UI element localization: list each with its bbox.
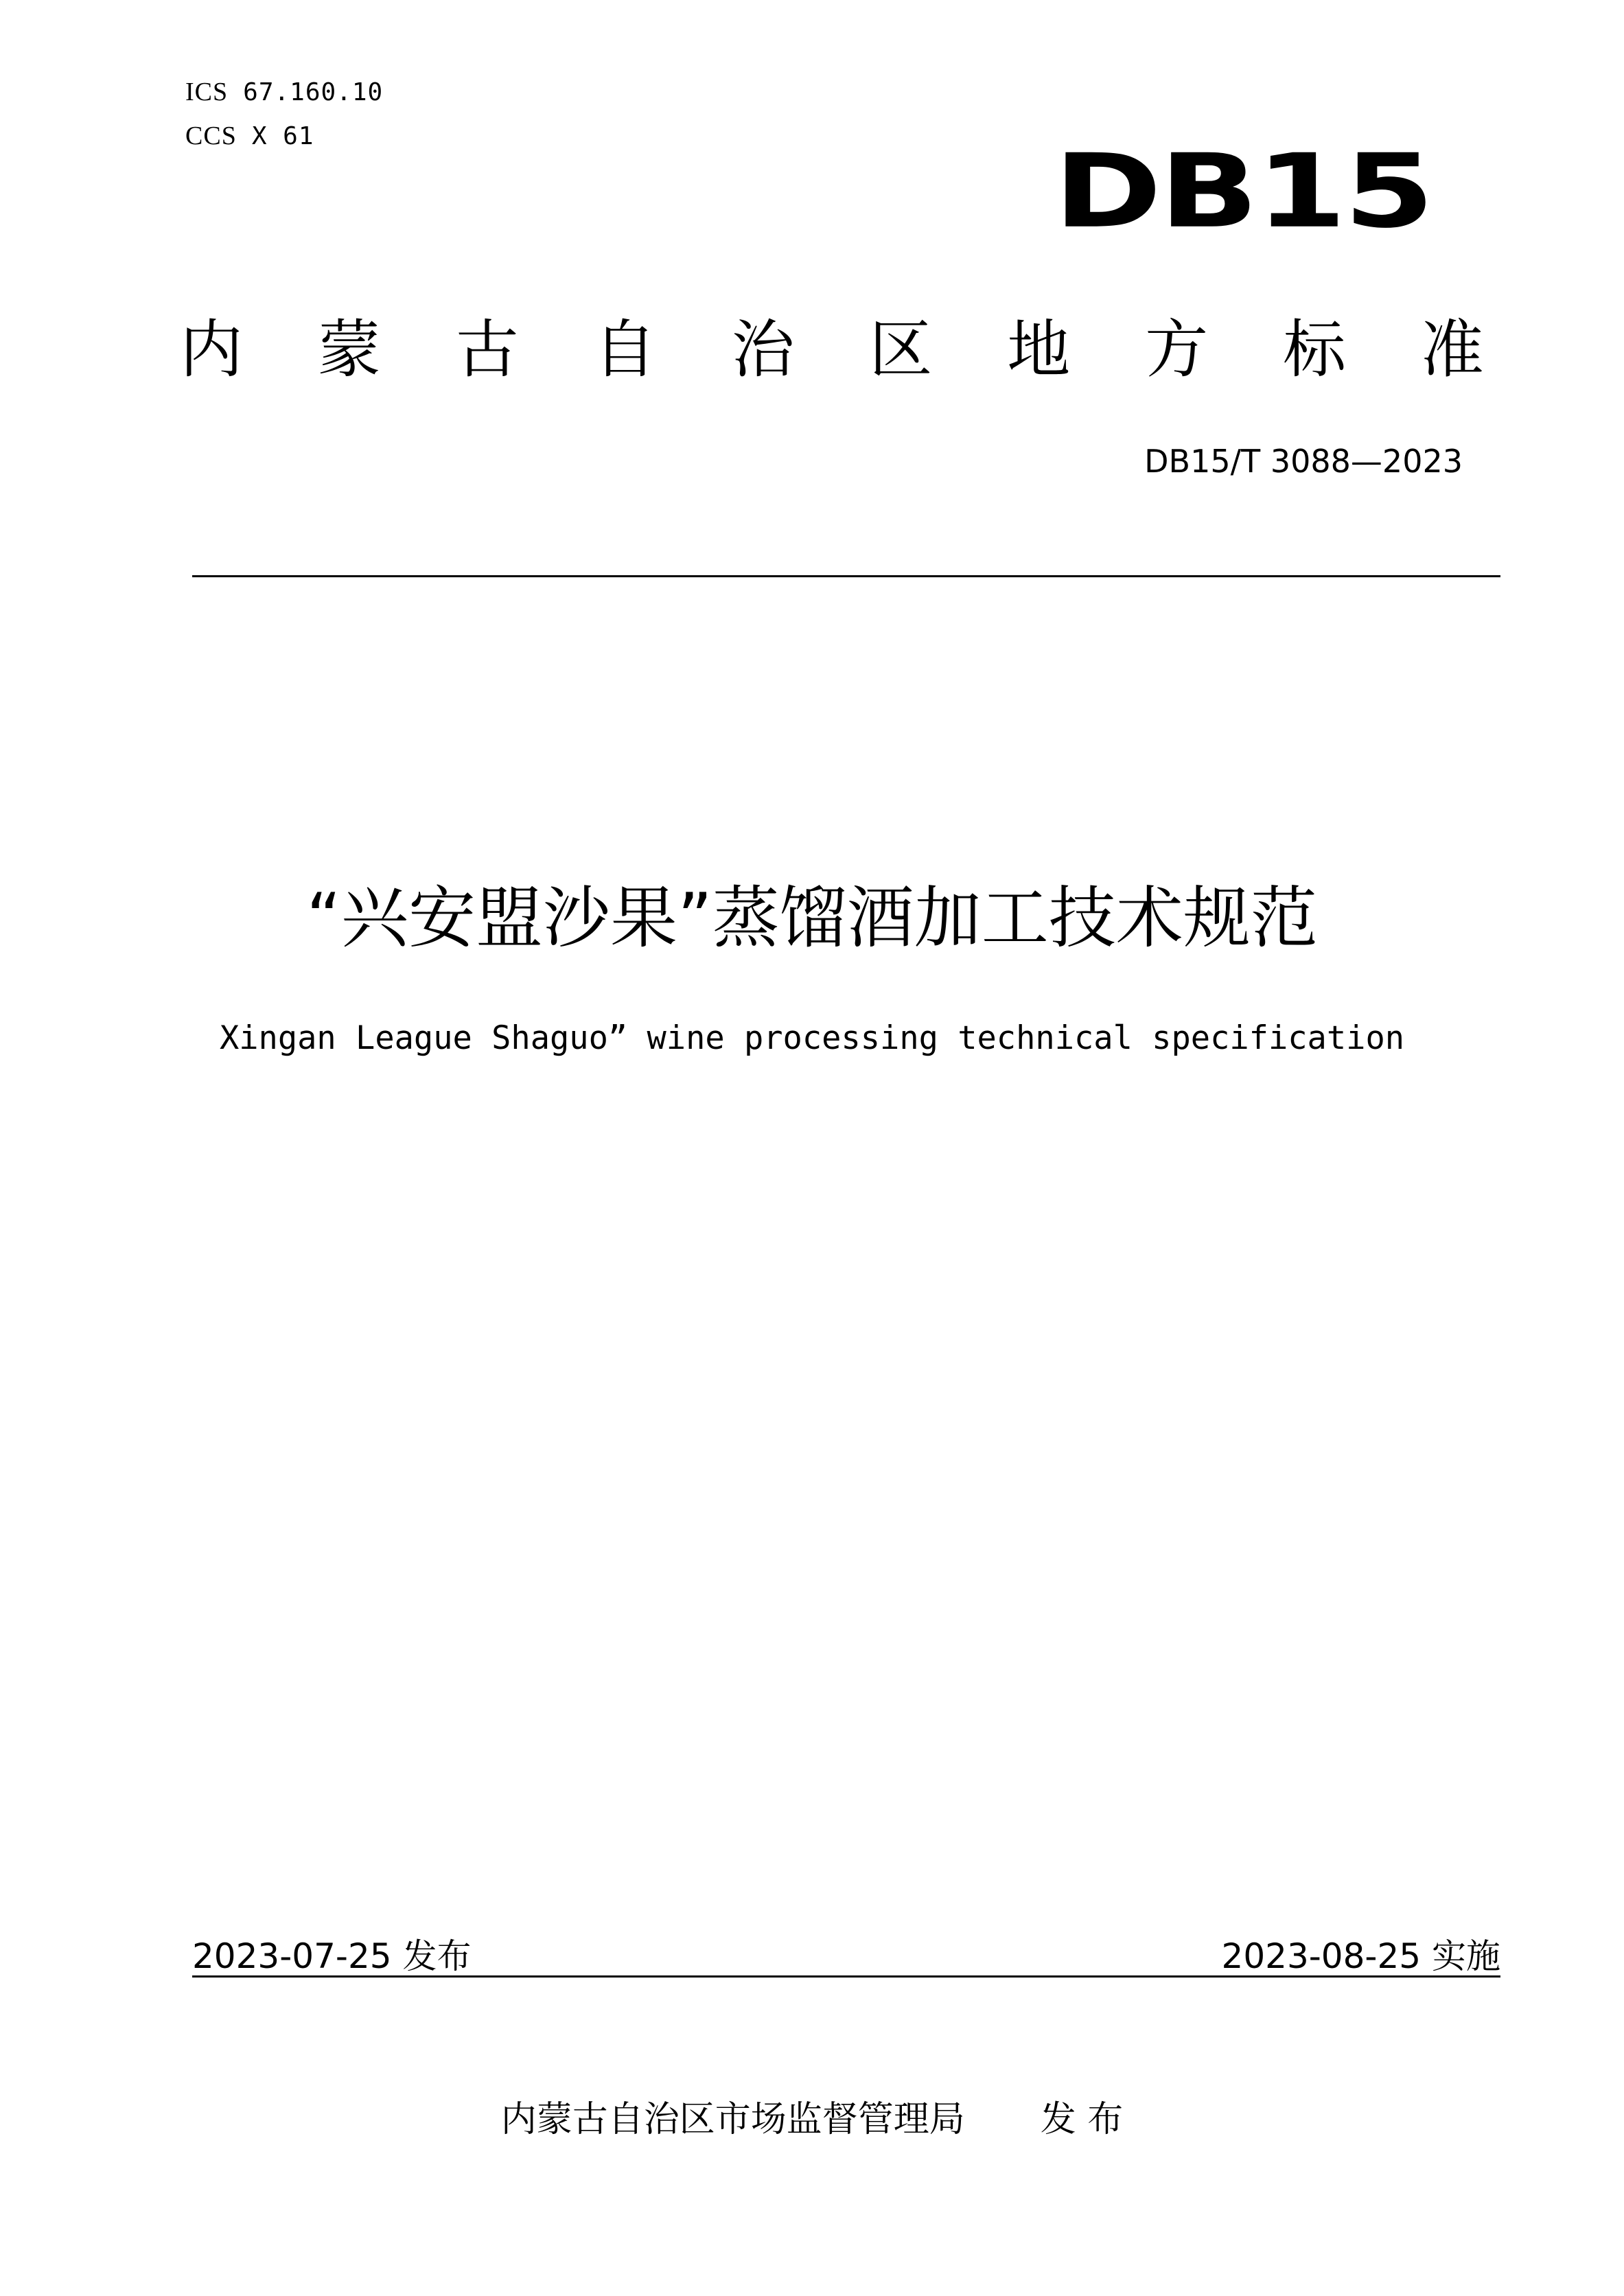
standard-type-char: 地 [1007,313,1071,386]
standard-type-char: 蒙 [317,313,381,386]
standard-type-char: 标 [1283,313,1347,386]
issue-date: 2023-07-25 发布 [192,1936,472,1976]
standard-type-char: 区 [869,313,933,386]
ics-code [185,77,383,107]
implementation-date: 2023-08-25 实施 [1221,1936,1500,1976]
standard-type-char: 准 [1420,313,1484,386]
ccs-code [185,121,314,151]
standard-number: DB15/T 3088—2023 [1144,443,1463,480]
ics-value: 67.160.10 [243,78,384,106]
ccs-value: X 61 [251,122,314,150]
standard-type-char: 内 [180,313,244,386]
publisher-line [0,2090,1624,2142]
standard-type-char: 治 [731,313,795,386]
header-divider [192,575,1500,577]
publisher-action: 发 布 [1040,2099,1124,2140]
ics-label: ICS [185,78,229,106]
publisher-name: 内蒙古自治区市场监督管理局 [500,2099,965,2140]
standard-type-char: 自 [593,313,657,386]
standard-type-title [180,312,1484,388]
document-title-chinese: “兴安盟沙果”蒸馏酒加工技术规范 [306,879,1318,958]
ccs-label: CCS [185,121,237,150]
footer-divider [192,1975,1500,1978]
standard-type-char: 古 [455,313,519,386]
db15-logo: DB15 [1054,132,1432,251]
document-title-english: Xingan League Shaguo” wine processing technical specification [219,1019,1405,1057]
standard-type-char: 方 [1145,313,1209,386]
